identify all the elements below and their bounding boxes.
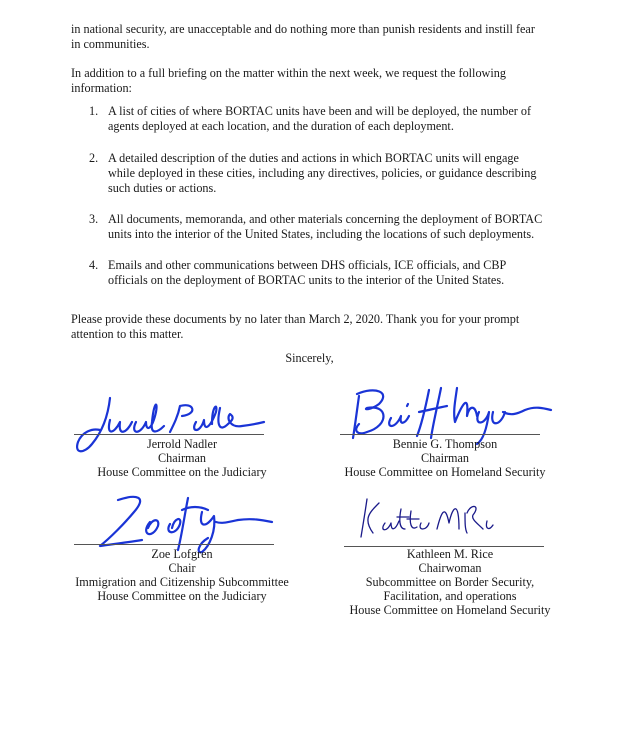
signer-name: Zoe Lofgren <box>151 547 213 561</box>
signer-committee: Immigration and Citizenship Subcommittee <box>75 575 289 589</box>
signer-committee: House Committee on the Judiciary <box>97 465 267 479</box>
signer-committee: House Committee on Homeland Security <box>349 603 551 617</box>
request-paragraph <box>71 66 551 96</box>
closing-sincerely: Sincerely, <box>285 351 334 365</box>
opening-line-2: in communities. <box>71 37 150 51</box>
signer-committee: House Committee on Homeland Security <box>344 465 546 479</box>
signer-title: Chairman <box>157 451 207 465</box>
deadline-line-1: Please provide these documents by no later than March 2, 2020. Thank you for your prompt <box>71 312 520 326</box>
signer-name: Bennie G. Thompson <box>392 437 498 451</box>
signer-block-lofgren <box>64 547 300 603</box>
signer-title: Chairman <box>420 451 470 465</box>
signer-block-nadler <box>74 437 290 479</box>
signer-title: Chairwoman <box>418 561 482 575</box>
item-text: A list of cities of where BORTAC units have been and will be deployed, the number of agents deployed at each location, and the duration of each deployment. <box>108 104 532 133</box>
deadline-paragraph <box>71 312 551 342</box>
rice-signature <box>355 493 495 543</box>
signer-block-rice <box>330 547 570 617</box>
request-line-1: In addition to a full briefing on the matter within the next week, we request the following <box>71 66 506 80</box>
item-number: 4. <box>89 258 99 272</box>
signer-block-thompson <box>330 437 560 479</box>
item-text: A detailed description of the duties and actions in which BORTAC units will engage while deployed in these cities, including any directives, policies, or guidance describing such duties or actions. <box>108 151 537 195</box>
item-number: 1. <box>89 104 99 118</box>
signer-committee: House Committee on the Judiciary <box>97 589 267 603</box>
deadline-line-2: attention to this matter. <box>71 327 184 341</box>
item-text: All documents, memoranda, and other materials concerning the deployment of BORTAC units into the interior of the United States, including the locations of such deployments. <box>108 212 543 241</box>
item-number: 2. <box>89 151 99 165</box>
item-text: Emails and other communications between DHS officials, ICE officials, and CBP officials on the deployment of BORTAC units to the interior of the United States. <box>108 258 507 287</box>
signature-line-lofgren <box>74 544 274 545</box>
signer-committee: Subcommittee on Border Security, <box>365 575 535 589</box>
opening-paragraph <box>71 22 551 52</box>
signer-name: Kathleen M. Rice <box>406 547 494 561</box>
item-number: 3. <box>89 212 99 226</box>
signature-line-nadler <box>74 434 264 435</box>
opening-line-1: in national security, are unacceptable and do nothing more than punish residents and instill fear <box>71 22 535 36</box>
signer-name: Jerrold Nadler <box>146 437 218 451</box>
request-line-2: information: <box>71 81 132 95</box>
signer-title: Chair <box>168 561 196 575</box>
signer-committee: Facilitation, and operations <box>383 589 517 603</box>
signature-line-thompson <box>340 434 540 435</box>
